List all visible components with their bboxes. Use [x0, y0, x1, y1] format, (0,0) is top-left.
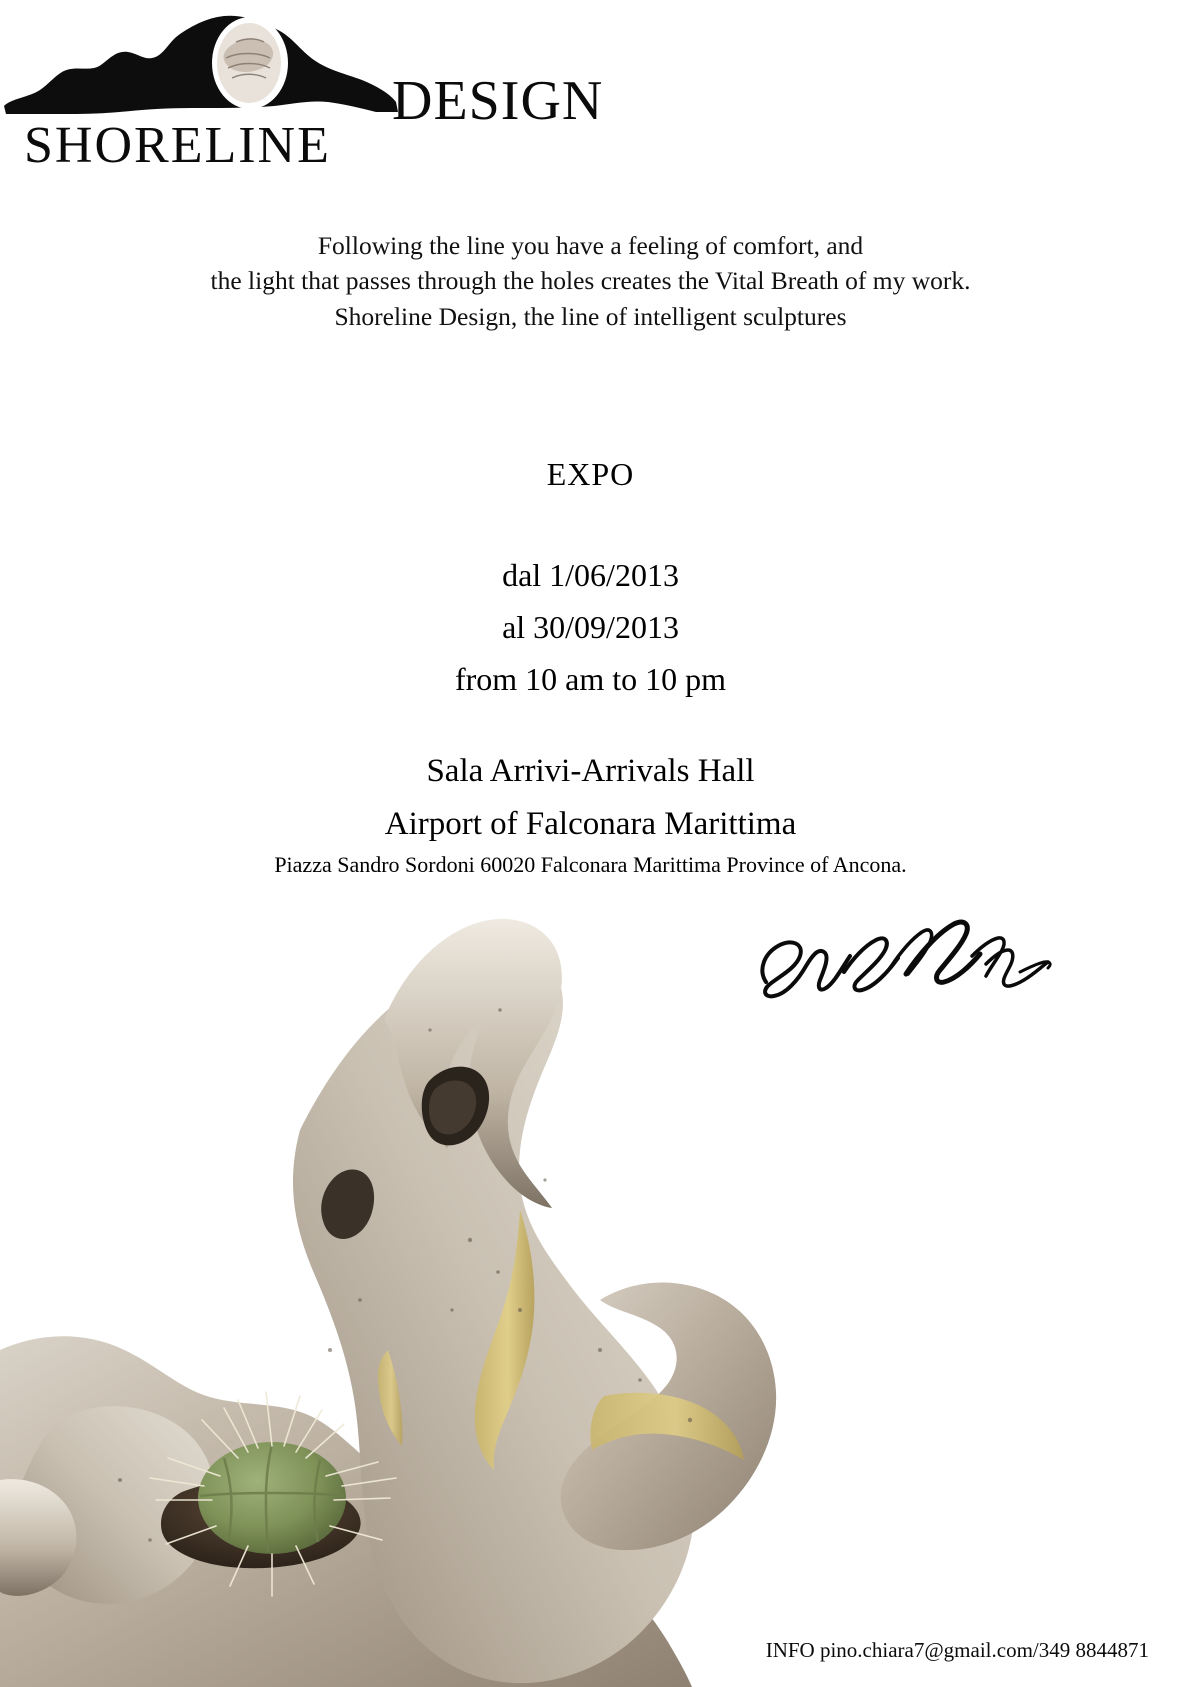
- logo-word-design: DESIGN: [392, 70, 604, 132]
- statement-line-3: Shoreline Design, the line of intelligent sculptures: [334, 301, 847, 331]
- contact-info: INFO pino.chiara7@gmail.com/349 8844871: [765, 1638, 1149, 1662]
- expo-title: EXPO: [546, 456, 635, 492]
- event-address: Piazza Sandro Sordoni 60020 Falconara Marittima Province of Ancona.: [274, 852, 907, 877]
- venue-line-1: Sala Arrivi-Arrivals Hall: [426, 753, 755, 789]
- event-dates: [0, 550, 1181, 705]
- statement-line-2: the light that passes through the holes creates the Vital Breath of my work.: [210, 266, 971, 296]
- logo-word-shoreline: SHORELINE: [24, 117, 331, 174]
- statement-line-1: Following the line you have a feeling of comfort, and: [317, 231, 864, 260]
- event-date-from: dal 1/06/2013: [502, 557, 679, 593]
- ceramic-sculpture-with-cactus-photo: [0, 880, 860, 1687]
- shoreline-silhouette-icon: [0, 8, 400, 123]
- event-hours: from 10 am to 10 pm: [454, 660, 727, 697]
- event-date-to: al 30/09/2013: [502, 608, 679, 645]
- event-venue: [0, 745, 1181, 851]
- brand-logo: [0, 0, 700, 195]
- venue-line-2: Airport of Falconara Marittima: [384, 805, 797, 842]
- artist-statement: [0, 228, 1181, 334]
